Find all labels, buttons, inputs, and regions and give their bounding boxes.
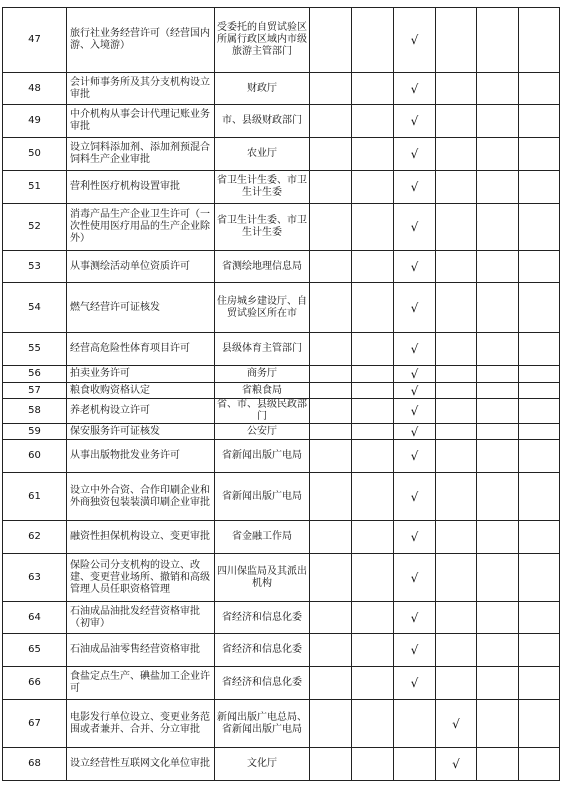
empty-cell [519,366,560,383]
approval-item-name: 设立饲料添加剂、添加剂预混合饲料生产企业审批 [67,138,215,171]
responsible-department: 四川保监局及其派出机构 [215,554,310,602]
check-mark: √ [394,138,436,171]
empty-cell [477,602,519,634]
check-mark: √ [394,554,436,602]
empty-cell [436,634,477,667]
empty-cell [436,333,477,366]
row-number: 56 [3,366,67,383]
empty-cell [436,473,477,521]
empty-cell [352,399,394,424]
approval-item-name: 保险公司分支机构的设立、改建、变更营业场所、撤销和高级管理人员任职资格管理 [67,554,215,602]
empty-cell [519,8,560,73]
empty-cell [352,383,394,399]
row-number: 57 [3,383,67,399]
empty-cell [310,138,352,171]
empty-cell [310,554,352,602]
empty-cell [436,73,477,105]
check-mark: √ [394,171,436,204]
check-mark: √ [436,700,477,748]
approval-item-name: 旅行社业务经营许可（经营国内游、入境游） [67,8,215,73]
empty-cell [310,73,352,105]
row-number: 58 [3,399,67,424]
empty-cell [310,399,352,424]
row-number: 48 [3,73,67,105]
empty-cell [477,554,519,602]
empty-cell [519,251,560,283]
empty-cell [519,440,560,473]
check-mark: √ [394,73,436,105]
row-number: 54 [3,283,67,333]
approval-item-name: 会计师事务所及其分支机构设立审批 [67,73,215,105]
row-number: 62 [3,521,67,554]
empty-cell [352,204,394,251]
empty-cell [352,440,394,473]
empty-cell [519,171,560,204]
empty-cell [477,138,519,171]
approval-item-name: 融资性担保机构设立、变更审批 [67,521,215,554]
empty-cell [477,473,519,521]
check-mark: √ [394,105,436,138]
approval-item-name: 消毒产品生产企业卫生许可（一次性使用医疗用品的生产企业除外） [67,204,215,251]
empty-cell [519,667,560,700]
empty-cell [352,602,394,634]
table-row [3,366,560,383]
empty-cell [436,366,477,383]
empty-cell [477,73,519,105]
approval-item-name: 石油成品油零售经营资格审批 [67,634,215,667]
check-mark: √ [394,602,436,634]
row-number: 50 [3,138,67,171]
approval-item-name: 食盐定点生产、碘盐加工企业许可 [67,667,215,700]
row-number: 64 [3,602,67,634]
empty-cell [477,171,519,204]
empty-cell [477,383,519,399]
approval-items-table [2,7,560,781]
empty-cell [352,424,394,440]
table-row [3,251,560,283]
responsible-department: 省新闻出版广电局 [215,440,310,473]
empty-cell [519,634,560,667]
approval-item-name: 设立经营性互联网文化单位审批 [67,748,215,781]
empty-cell [436,8,477,73]
empty-cell [310,251,352,283]
empty-cell [436,440,477,473]
responsible-department: 省卫生计生委、市卫生计生委 [215,204,310,251]
table-row [3,105,560,138]
empty-cell [436,204,477,251]
empty-cell [519,399,560,424]
table-row [3,440,560,473]
table-body [3,8,560,781]
empty-cell [519,105,560,138]
row-number: 55 [3,333,67,366]
empty-cell [352,171,394,204]
empty-cell [352,748,394,781]
empty-cell [477,424,519,440]
approval-item-name: 营利性医疗机构设置审批 [67,171,215,204]
empty-cell [519,204,560,251]
check-mark: √ [394,634,436,667]
empty-cell [519,73,560,105]
empty-cell [436,138,477,171]
empty-cell [352,667,394,700]
check-mark: √ [394,399,436,424]
approval-item-name: 经营高危险性体育项目许可 [67,333,215,366]
empty-cell [310,521,352,554]
empty-cell [477,204,519,251]
empty-cell [519,554,560,602]
responsible-department: 住房城乡建设厅、自贸试验区所在市 [215,283,310,333]
approval-item-name: 设立中外合资、合作印刷企业和外商独资包装装潢印刷企业审批 [67,473,215,521]
empty-cell [352,283,394,333]
responsible-department: 省卫生计生委、市卫生计生委 [215,171,310,204]
table-row [3,748,560,781]
empty-cell [394,748,436,781]
table-row [3,283,560,333]
empty-cell [352,366,394,383]
empty-cell [310,424,352,440]
empty-cell [477,399,519,424]
approval-item-name: 粮食收购资格认定 [67,383,215,399]
empty-cell [310,602,352,634]
empty-cell [519,383,560,399]
table-row [3,399,560,424]
empty-cell [310,283,352,333]
empty-cell [310,440,352,473]
empty-cell [436,383,477,399]
approval-item-name: 电影发行单位设立、变更业务范围或者兼并、合并、分立审批 [67,700,215,748]
empty-cell [477,748,519,781]
empty-cell [477,251,519,283]
row-number: 51 [3,171,67,204]
empty-cell [352,8,394,73]
empty-cell [477,440,519,473]
empty-cell [477,634,519,667]
empty-cell [352,251,394,283]
empty-cell [310,8,352,73]
approval-item-name: 从事出版物批发业务许可 [67,440,215,473]
check-mark: √ [394,667,436,700]
empty-cell [310,171,352,204]
table-row [3,333,560,366]
responsible-department: 省经济和信息化委 [215,667,310,700]
row-number: 61 [3,473,67,521]
empty-cell [394,700,436,748]
empty-cell [352,634,394,667]
responsible-department: 省经济和信息化委 [215,634,310,667]
empty-cell [436,424,477,440]
check-mark: √ [394,366,436,383]
row-number: 49 [3,105,67,138]
table-row [3,204,560,251]
responsible-department: 农业厅 [215,138,310,171]
empty-cell [436,171,477,204]
responsible-department: 省新闻出版广电局 [215,473,310,521]
responsible-department: 省金融工作局 [215,521,310,554]
check-mark: √ [394,204,436,251]
empty-cell [310,204,352,251]
check-mark: √ [394,8,436,73]
empty-cell [477,283,519,333]
empty-cell [436,521,477,554]
table-row [3,667,560,700]
table-row [3,473,560,521]
approval-item-name: 燃气经营许可证核发 [67,283,215,333]
empty-cell [477,667,519,700]
empty-cell [519,473,560,521]
responsible-department: 公安厅 [215,424,310,440]
empty-cell [519,424,560,440]
row-number: 52 [3,204,67,251]
responsible-department: 新闻出版广电总局、省新闻出版广电局 [215,700,310,748]
empty-cell [436,105,477,138]
responsible-department: 文化厅 [215,748,310,781]
check-mark: √ [394,283,436,333]
empty-cell [477,700,519,748]
responsible-department: 省测绘地理信息局 [215,251,310,283]
empty-cell [436,283,477,333]
row-number: 65 [3,634,67,667]
responsible-department: 省经济和信息化委 [215,602,310,634]
responsible-department: 商务厅 [215,366,310,383]
table-row [3,424,560,440]
empty-cell [477,521,519,554]
empty-cell [519,283,560,333]
table-row [3,554,560,602]
responsible-department: 省粮食局 [215,383,310,399]
empty-cell [310,473,352,521]
empty-cell [436,554,477,602]
table-row [3,521,560,554]
empty-cell [352,138,394,171]
row-number: 67 [3,700,67,748]
row-number: 47 [3,8,67,73]
check-mark: √ [394,440,436,473]
check-mark: √ [394,424,436,440]
empty-cell [352,333,394,366]
empty-cell [436,251,477,283]
check-mark: √ [394,251,436,283]
empty-cell [477,366,519,383]
empty-cell [310,333,352,366]
row-number: 53 [3,251,67,283]
empty-cell [477,105,519,138]
empty-cell [310,105,352,138]
approval-item-name: 石油成品油批发经营资格审批（初审） [67,602,215,634]
empty-cell [519,521,560,554]
empty-cell [519,333,560,366]
approval-item-name: 保安服务许可证核发 [67,424,215,440]
empty-cell [310,366,352,383]
approval-item-name: 从事测绘活动单位资质许可 [67,251,215,283]
table-row [3,383,560,399]
empty-cell [310,700,352,748]
responsible-department: 财政厅 [215,73,310,105]
empty-cell [519,138,560,171]
table-row [3,634,560,667]
check-mark: √ [394,473,436,521]
empty-cell [352,473,394,521]
table-row [3,171,560,204]
empty-cell [352,105,394,138]
approval-item-name: 拍卖业务许可 [67,366,215,383]
row-number: 68 [3,748,67,781]
empty-cell [310,383,352,399]
approval-item-name: 养老机构设立许可 [67,399,215,424]
responsible-department: 省、市、县级民政部门 [215,399,310,424]
row-number: 59 [3,424,67,440]
empty-cell [352,73,394,105]
empty-cell [352,521,394,554]
responsible-department: 县级体育主管部门 [215,333,310,366]
check-mark: √ [394,521,436,554]
responsible-department: 受委托的自贸试验区所属行政区域内市级旅游主管部门 [215,8,310,73]
row-number: 60 [3,440,67,473]
check-mark: √ [394,383,436,399]
empty-cell [477,8,519,73]
table-row [3,8,560,73]
table-row [3,700,560,748]
empty-cell [310,634,352,667]
table-row [3,602,560,634]
row-number: 63 [3,554,67,602]
approval-item-name: 中介机构从事会计代理记账业务审批 [67,105,215,138]
row-number: 66 [3,667,67,700]
empty-cell [436,399,477,424]
table-row [3,138,560,171]
empty-cell [310,748,352,781]
responsible-department: 市、县级财政部门 [215,105,310,138]
empty-cell [519,700,560,748]
empty-cell [436,667,477,700]
table-row [3,73,560,105]
empty-cell [519,748,560,781]
empty-cell [352,554,394,602]
check-mark: √ [394,333,436,366]
empty-cell [477,333,519,366]
empty-cell [310,667,352,700]
empty-cell [519,602,560,634]
check-mark: √ [436,748,477,781]
empty-cell [436,602,477,634]
empty-cell [352,700,394,748]
